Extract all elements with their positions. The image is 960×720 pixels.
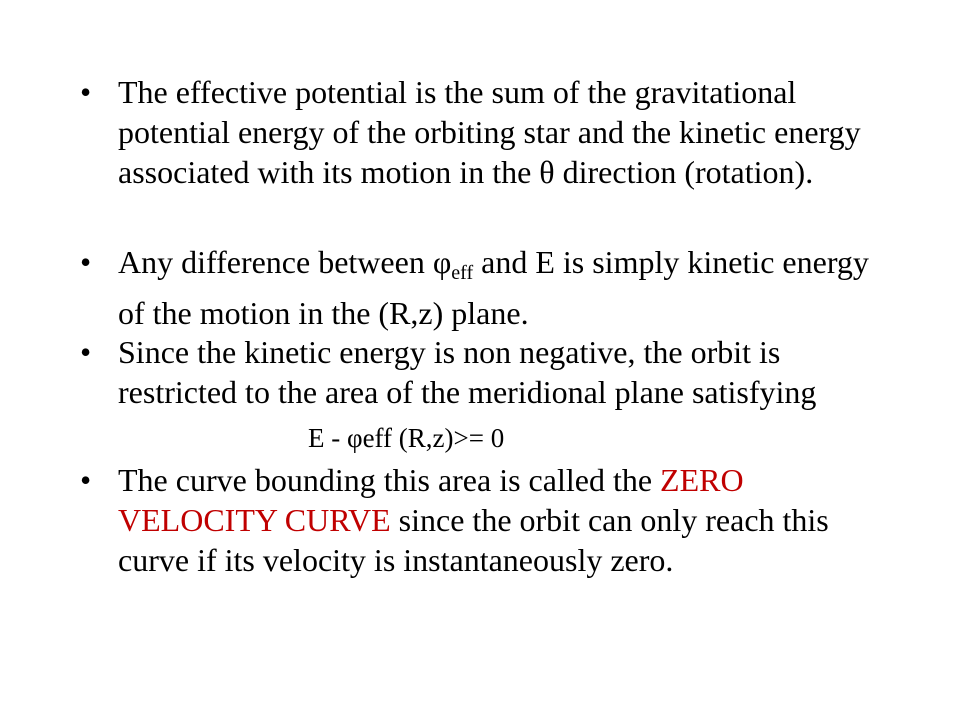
bullet-2-part2: and E is simply kinetic energy of the motion in the (R,z) plane. bbox=[118, 244, 869, 331]
bullet-4-part1: The curve bounding this area is called the bbox=[118, 462, 661, 498]
bullet-marker-3: • bbox=[80, 334, 92, 370]
bullet-text-4 bbox=[118, 460, 878, 580]
bullet-text-2 bbox=[118, 242, 878, 333]
bullet-marker-1: • bbox=[80, 74, 92, 110]
zero-velocity-curve-highlight: ZERO VELOCITY CURVE bbox=[118, 462, 744, 538]
bullet-marker-2: • bbox=[80, 244, 92, 280]
bullet-4-part2: since the orbit can only reach this curve if its velocity is instantaneously zero. bbox=[118, 502, 829, 578]
bullet-text-1: The effective potential is the sum of the gravitational potential energy of the orbiting star and the kinetic energy associated with its motion in the θ direction (rotation). bbox=[118, 74, 861, 190]
bullet-text-3: Since the kinetic energy is non negative, the orbit is restricted to the area of the meridional plane satisfying bbox=[118, 334, 817, 410]
phi-subscript: eff bbox=[451, 262, 474, 284]
bullet-marker-4: • bbox=[80, 462, 92, 498]
bullet-2-part1: Any difference between bbox=[118, 244, 433, 280]
formula: E - φeff (R,z)>= 0 bbox=[308, 423, 505, 453]
phi-symbol: φ bbox=[432, 244, 452, 280]
